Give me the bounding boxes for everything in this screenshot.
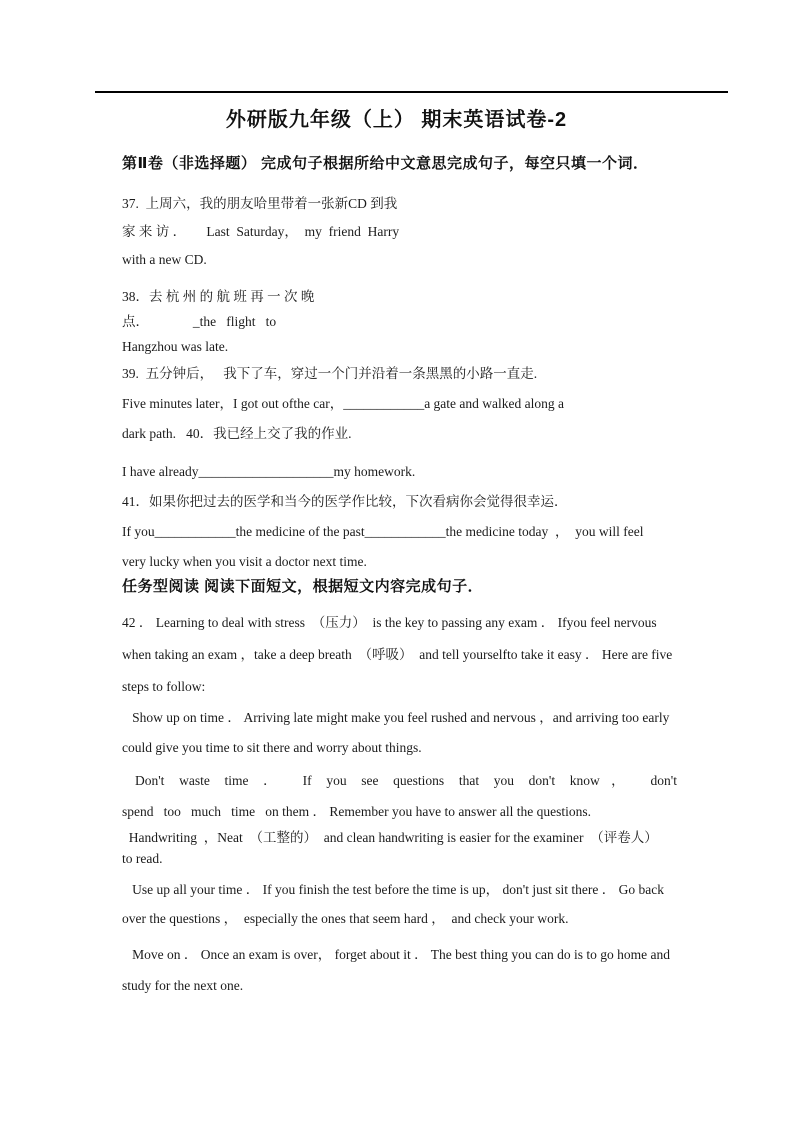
- page-title: 外研版九年级（上） 期末英语试卷-2: [225, 109, 568, 131]
- reading-paragraph-move-on: [122, 939, 677, 1001]
- header-rule: [95, 91, 728, 93]
- question-41: [122, 487, 677, 577]
- text-line: Use up all your time ． If you finish the test before the time is up， don't just sit there ． Go back: [122, 882, 664, 897]
- section-1-header: 第Ⅱ卷（非选择题） 完成句子根据所给中文意思完成句子，每空只填一个词．: [122, 155, 649, 172]
- text-line: 37. 上周六，我的朋友哈里带着一张新CD 到我: [122, 196, 398, 211]
- text-line: Show up on time ． Arriving late might make you feel rushed and nervous ，and arriving too early: [122, 710, 670, 725]
- text-line: study for the next one.: [122, 978, 244, 993]
- text-line: 41．如果你把过去的医学和当今的医学作比较，下次看病你会觉得很幸运．: [122, 494, 568, 509]
- reading-paragraph-show-up: [122, 703, 677, 763]
- question-38: [122, 284, 362, 359]
- reading-paragraph-handwriting: [122, 827, 677, 869]
- text-line: steps to follow:: [122, 679, 206, 694]
- text-line: when taking an exam ，take a deep breath （呼吸） and tell yourselfto take it easy ． Here are five: [122, 647, 673, 662]
- reading-paragraph-use-up-time: [122, 875, 677, 933]
- text-line: 家 来 访 ． Last Saturday， my friend Harry: [122, 224, 400, 239]
- text-line: 38．去 杭 州 的 航 班 再 一 次 晚: [122, 289, 315, 304]
- text-line: Don't waste time ． If you see questions that you don't know， don't: [135, 773, 677, 788]
- text-line: Hangzhou was late.: [122, 339, 229, 354]
- reading-paragraph-intro: [122, 607, 677, 703]
- text-line: very lucky when you visit a doctor next time.: [122, 554, 367, 569]
- text-line: spend too much time on them ． Remember you have to answer all the questions.: [122, 804, 592, 819]
- text-line: with a new CD.: [122, 252, 207, 267]
- text-line: 42 ． Learning to deal with stress （压力） is the key to passing any exam ． Ifyou feel nervous: [122, 615, 657, 630]
- text-line: Five minutes later，I got out ofthe car，____________a gate and walked along a: [122, 396, 565, 411]
- document-body: [122, 154, 677, 1001]
- text-line: I have already____________________my homework.: [122, 464, 416, 479]
- text-line: Handwriting ，Neat （工整的） and clean handwriting is easier for the examiner （评卷人）: [122, 830, 658, 845]
- text-line: If you____________the medicine of the past____________the medicine today ， you will feel: [122, 524, 644, 539]
- text-line: Move on ． Once an exam is over， forget about it ． The best thing you can do is to go home and: [122, 947, 671, 962]
- text-line: 点． _the flight to: [122, 314, 277, 329]
- text-line: dark path. 40．我已经上交了我的作业.: [122, 426, 352, 441]
- reading-paragraph-dont-waste-time: [122, 765, 677, 827]
- section-2-header: 任务型阅读 阅读下面短文，根据短文内容完成句子．: [122, 578, 484, 595]
- text-line: over the questions ， especially the ones that seem hard ， and check your work.: [122, 911, 569, 926]
- text-line: could give you time to sit there and worry about things.: [122, 740, 422, 755]
- question-39: [122, 359, 677, 449]
- question-40: [122, 457, 677, 487]
- text-line: to read.: [122, 851, 163, 866]
- text-line: 39. 五分钟后， 我下了车，穿过一个门并沿着一条黑黑的小路一直走.: [122, 366, 538, 381]
- question-37: [122, 190, 470, 274]
